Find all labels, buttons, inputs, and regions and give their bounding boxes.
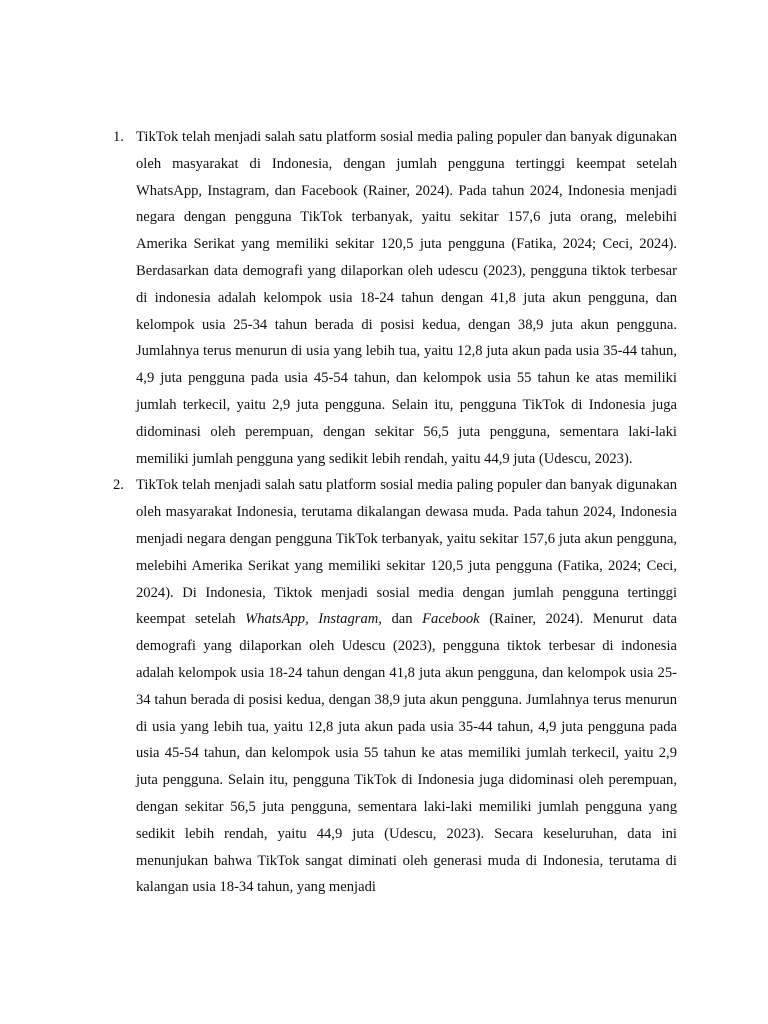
- numbered-list: [113, 124, 677, 901]
- list-item: [113, 124, 677, 472]
- paragraph-text: [136, 124, 677, 472]
- paragraph-segment: dan: [381, 611, 423, 628]
- paragraph-segment-italic: WhatsApp, Instagram,: [245, 611, 382, 628]
- paragraph-text: [136, 472, 677, 901]
- list-item: [113, 472, 677, 901]
- paragraph-segment: (Rainer, 2024). Menurut data demografi yang dilaporkan oleh Udescu (2023), pengguna tiktok terbesar di indonesia adalah kelompok usia 18-24 tahun dengan 41,8 juta akun pengguna, dan kelompok usia 25-34 tahun berada di posisi kedua, dengan 38,9 juta akun pengguna. Jumlahnya terus menurun di usia yang lebih tua, yaitu 12,8 juta akun pada usia 35-44 tahun, 4,9 juta pengguna pada usia 45-54 tahun, dan kelompok usia 55 tahun ke atas memiliki jumlah terkecil, yaitu 2,9 juta pengguna. Selain itu, pengguna TikTok di Indonesia juga didominasi oleh perempuan, dengan sekitar 56,5 juta pengguna, sementara laki-laki memiliki jumlah pengguna yang sedikit lebih rendah, yaitu 44,9 juta (Udescu, 2023). Secara keseluruhan, data ini menunjukan bahwa TikTok sangat diminati oleh generasi muda di Indonesia, terutama di kalangan usia 18-34 tahun, yang menjadi: [136, 611, 677, 896]
- paragraph-segment: TikTok telah menjadi salah satu platform sosial media paling populer dan banyak digunakan oleh masyarakat di Indonesia, dengan jumlah pengguna tertinggi keempat setelah WhatsApp, Instagram, dan Facebook (Rainer, 2024). Pada tahun 2024, Indonesia menjadi negara dengan pengguna TikTok terbanyak, yaitu sekitar 157,6 juta orang, melebihi Amerika Serikat yang memiliki sekitar 120,5 juta pengguna (Fatika, 2024; Ceci, 2024). Berdasarkan data demografi yang dilaporkan oleh udescu (2023), pengguna tiktok terbesar di indonesia adalah kelompok usia 18-24 tahun dengan 41,8 juta akun pengguna, dan kelompok usia 25-34 tahun berada di posisi kedua, dengan 38,9 juta akun pengguna. Jumlahnya terus menurun di usia yang lebih tua, yaitu 12,8 juta akun pada usia 35-44 tahun, 4,9 juta pengguna pada usia 45-54 tahun, dan kelompok usia 55 tahun ke atas memiliki jumlah terkecil, yaitu 2,9 juta pengguna. Selain itu, pengguna TikTok di Indonesia juga didominasi oleh perempuan, dengan sekitar 56,5 juta pengguna, sementara laki-laki memiliki jumlah pengguna yang sedikit lebih rendah, yaitu 44,9 juta (Udescu, 2023).: [136, 129, 677, 467]
- list-number: 2.: [113, 477, 124, 494]
- paragraph-segment: TikTok telah menjadi salah satu platform sosial media paling populer dan banyak digunakan oleh masyarakat Indonesia, terutama dikalangan dewasa muda. Pada tahun 2024, Indonesia menjadi negara dengan pengguna TikTok terbanyak, yaitu sekitar 157,6 juta akun pengguna, melebihi Amerika Serikat yang memiliki sekitar 120,5 juta pengguna (Fatika, 2024; Ceci, 2024). Di Indonesia, Tiktok menjadi sosial media dengan jumlah pengguna tertinggi keempat setelah: [136, 477, 677, 628]
- paragraph-segment-italic: Facebook: [422, 611, 480, 628]
- list-number: 1.: [113, 129, 124, 145]
